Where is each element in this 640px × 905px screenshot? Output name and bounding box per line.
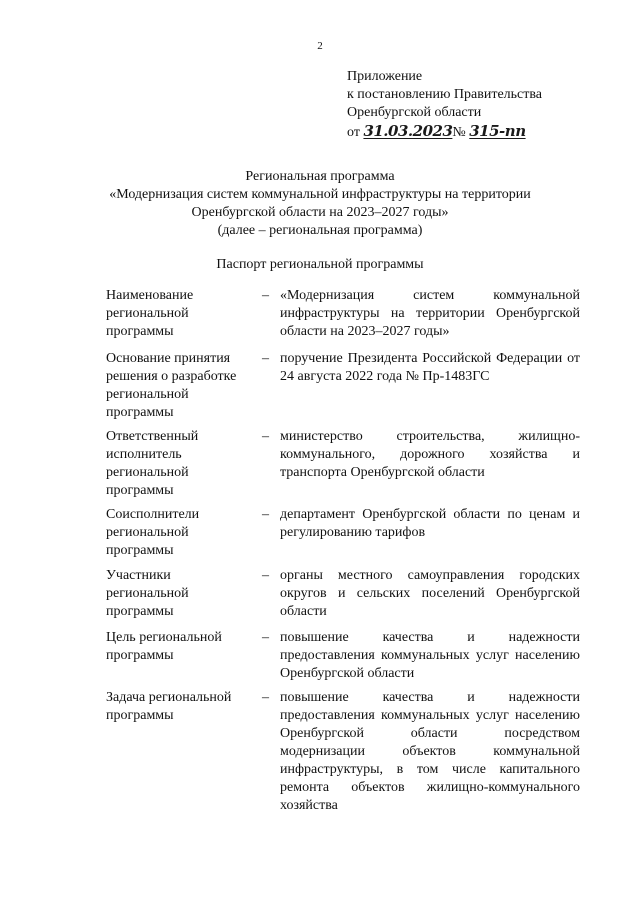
handwritten-date: 31.03.2023 xyxy=(363,122,453,140)
appendix-block xyxy=(347,68,607,142)
document-title xyxy=(0,168,640,240)
row-value: повышение качества и надежности предоставления коммунальных услуг населению Оренбургской области xyxy=(280,630,580,681)
title-line-4: (далее – региональная программа) xyxy=(217,223,423,238)
appendix-line-1: Приложение xyxy=(347,69,423,84)
date-prefix: от xyxy=(347,125,360,140)
page-number: 2 xyxy=(317,40,323,52)
row-dash: – xyxy=(262,568,269,583)
title-line-1: Региональная программа xyxy=(245,169,395,184)
row-value: поручение Президента Российской Федерации от 24 августа 2022 года № Пр-1483ГС xyxy=(280,351,580,384)
number-prefix: № xyxy=(452,125,466,140)
appendix-line-2: к постановлению Правительства xyxy=(347,87,543,102)
row-dash: – xyxy=(262,351,269,366)
row-dash: – xyxy=(262,630,269,645)
row-dash: – xyxy=(262,690,269,705)
row-dash: – xyxy=(262,429,269,444)
title-line-2: «Модернизация систем коммунальной инфраструктуры на территории xyxy=(109,187,531,202)
title-line-3: Оренбургской области на 2023–2027 годы» xyxy=(191,205,449,220)
row-dash: – xyxy=(262,288,269,303)
row-label: Соисполнители региональной программы xyxy=(106,507,200,558)
appendix-line-3: Оренбургской области xyxy=(347,105,482,120)
row-label: Участники региональной программы xyxy=(106,568,189,619)
row-value: министерство строительства, жилищно-коммунального, дорожного хозяйства и транспорта Оренбургской области xyxy=(280,429,580,480)
passport-heading: Паспорт региональной программы xyxy=(216,257,424,272)
row-label: Цель региональной программы xyxy=(106,630,222,663)
row-label: Задача региональной программы xyxy=(106,690,232,723)
row-dash: – xyxy=(262,507,269,522)
row-label: Основание принятия решения о разработке региональной программы xyxy=(106,351,237,420)
row-value: департамент Оренбургской области по ценам и регулированию тарифов xyxy=(280,507,580,540)
row-value: «Модернизация систем коммунальной инфраструктуры на территории Оренбургской области на 2023–2027 годы» xyxy=(280,288,580,339)
row-label: Наименование региональной программы xyxy=(106,288,194,339)
row-value: повышение качества и надежности предоставления коммунальных услуг населению Оренбургской области посредством модернизации объектов коммунальной инфраструктуры, в том числе капитального ремонта объектов жилищно-коммунального хозяйства xyxy=(280,690,580,813)
handwritten-number: 315-пп xyxy=(469,122,526,140)
appendix-signature-line xyxy=(347,122,607,142)
row-value: органы местного самоуправления городских округов и сельских поселений Оренбургской области xyxy=(280,568,580,619)
row-label: Ответственный исполнитель региональной программы xyxy=(106,429,199,498)
